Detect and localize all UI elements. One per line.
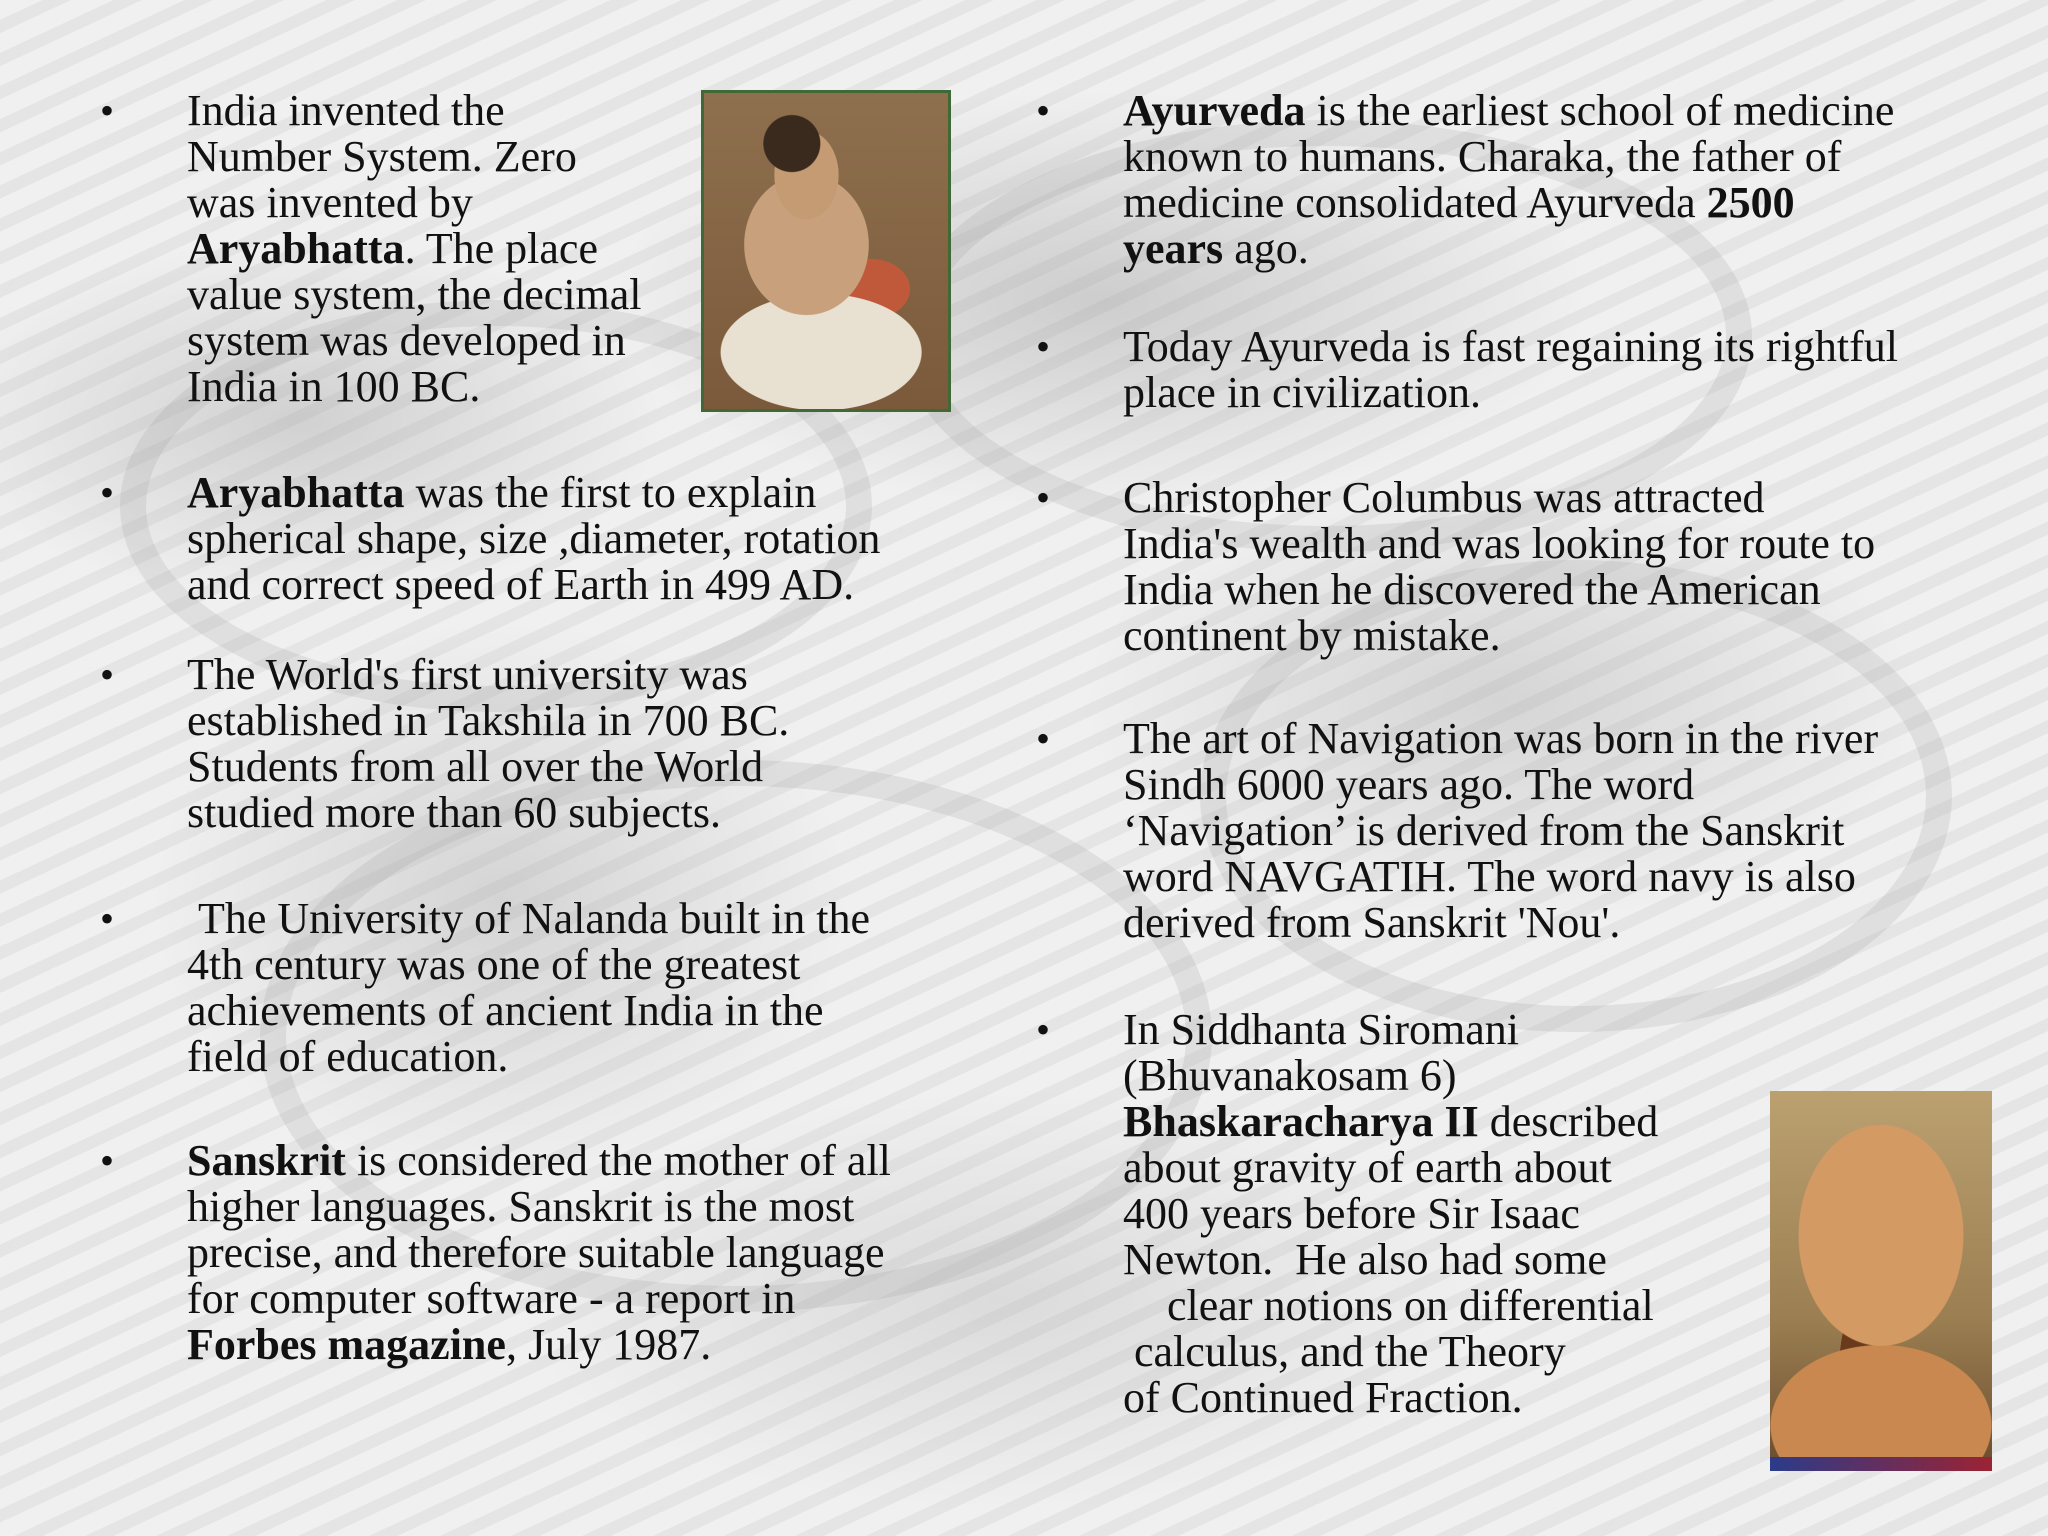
text-run: described about gravity of earth about 400 years before Sir Isaac Newton. He also had some clear notions on differential calculus, and the Theory of Continued Fraction. [1123,1097,1659,1422]
text-run: is the earliest school of medicine known to humans. Charaka, the father of medicine consolidated Ayurveda [1123,86,1895,227]
list-item [100,652,1000,896]
list-item [1036,88,1996,324]
bold-text-run: Aryabhatta [187,224,405,273]
bullet-icon: • [100,896,115,941]
bullet-icon: • [100,1138,115,1183]
text-run: India invented the Number System. Zero was invented by [187,86,577,227]
text-run: Christopher Columbus was attracted India's wealth and was looking for route to India when he discovered the American continent by mistake. [1123,473,1876,660]
bold-text-run: Aryabhatta [187,468,405,517]
text-run: was the first to explain spherical shape, size ,diameter, rotation and correct speed of Earth in 499 AD. [187,468,881,609]
bullet-icon: • [100,88,115,133]
item-text [187,652,1000,836]
bold-text-run: Sanskrit [187,1136,346,1185]
text-run: is considered the mother of all higher languages. Sanskrit is the most precise, and therefore suitable language for computer software - a report in [187,1136,891,1323]
list-item [1036,716,1996,1007]
bold-text-run: Forbes magazine [187,1320,506,1369]
text-run: The University of Nalanda built in the 4th century was one of the greatest achievements of ancient India in the field of education. [187,894,871,1081]
scholar-painting-image [701,90,951,412]
list-item [100,1138,1000,1368]
bullet-icon: • [1036,716,1051,761]
item-text [187,1138,1000,1368]
item-text [1123,716,1996,946]
bullet-icon: • [1036,88,1051,133]
bhaskaracharya-portrait-image [1770,1091,1992,1471]
text-run: ago. [1223,224,1309,273]
bold-text-run: Ayurveda [1123,86,1306,135]
bullet-icon: • [100,652,115,697]
list-item [1036,475,1996,716]
bold-text-run: Bhaskaracharya II [1123,1097,1479,1146]
text-run: , July 1987. [505,1320,712,1369]
text-run: In Siddhanta Siromani (Bhuvanakosam 6) [1123,1005,1519,1100]
item-text [187,896,1000,1080]
text-run: Today Ayurveda is fast regaining its rightful place in civilization. [1123,322,1898,417]
bullet-icon: • [1036,324,1051,369]
item-text [1123,475,1996,659]
bullet-icon: • [1036,475,1051,520]
bold-text-run: 2500 years [1123,178,1795,273]
bullet-icon: • [1036,1007,1051,1052]
text-run: . The place value system, the decimal system was developed in India in 100 BC. [187,224,642,411]
text-run: The World's first university was established in Takshila in 700 BC. Students from all over the World studied more than 60 subjects. [187,650,790,837]
item-text [1123,324,1996,416]
item-text [187,470,1000,608]
bullet-icon: • [100,470,115,515]
list-item [1036,324,1996,475]
list-item [100,470,1000,652]
item-text [1123,88,1996,272]
text-run: The art of Navigation was born in the river Sindh 6000 years ago. The word ‘Navigation’ is derived from the Sanskrit word NAVGATIH. The word navy is also derived from Sanskrit 'Nou'. [1123,714,1879,947]
list-item [100,896,1000,1138]
